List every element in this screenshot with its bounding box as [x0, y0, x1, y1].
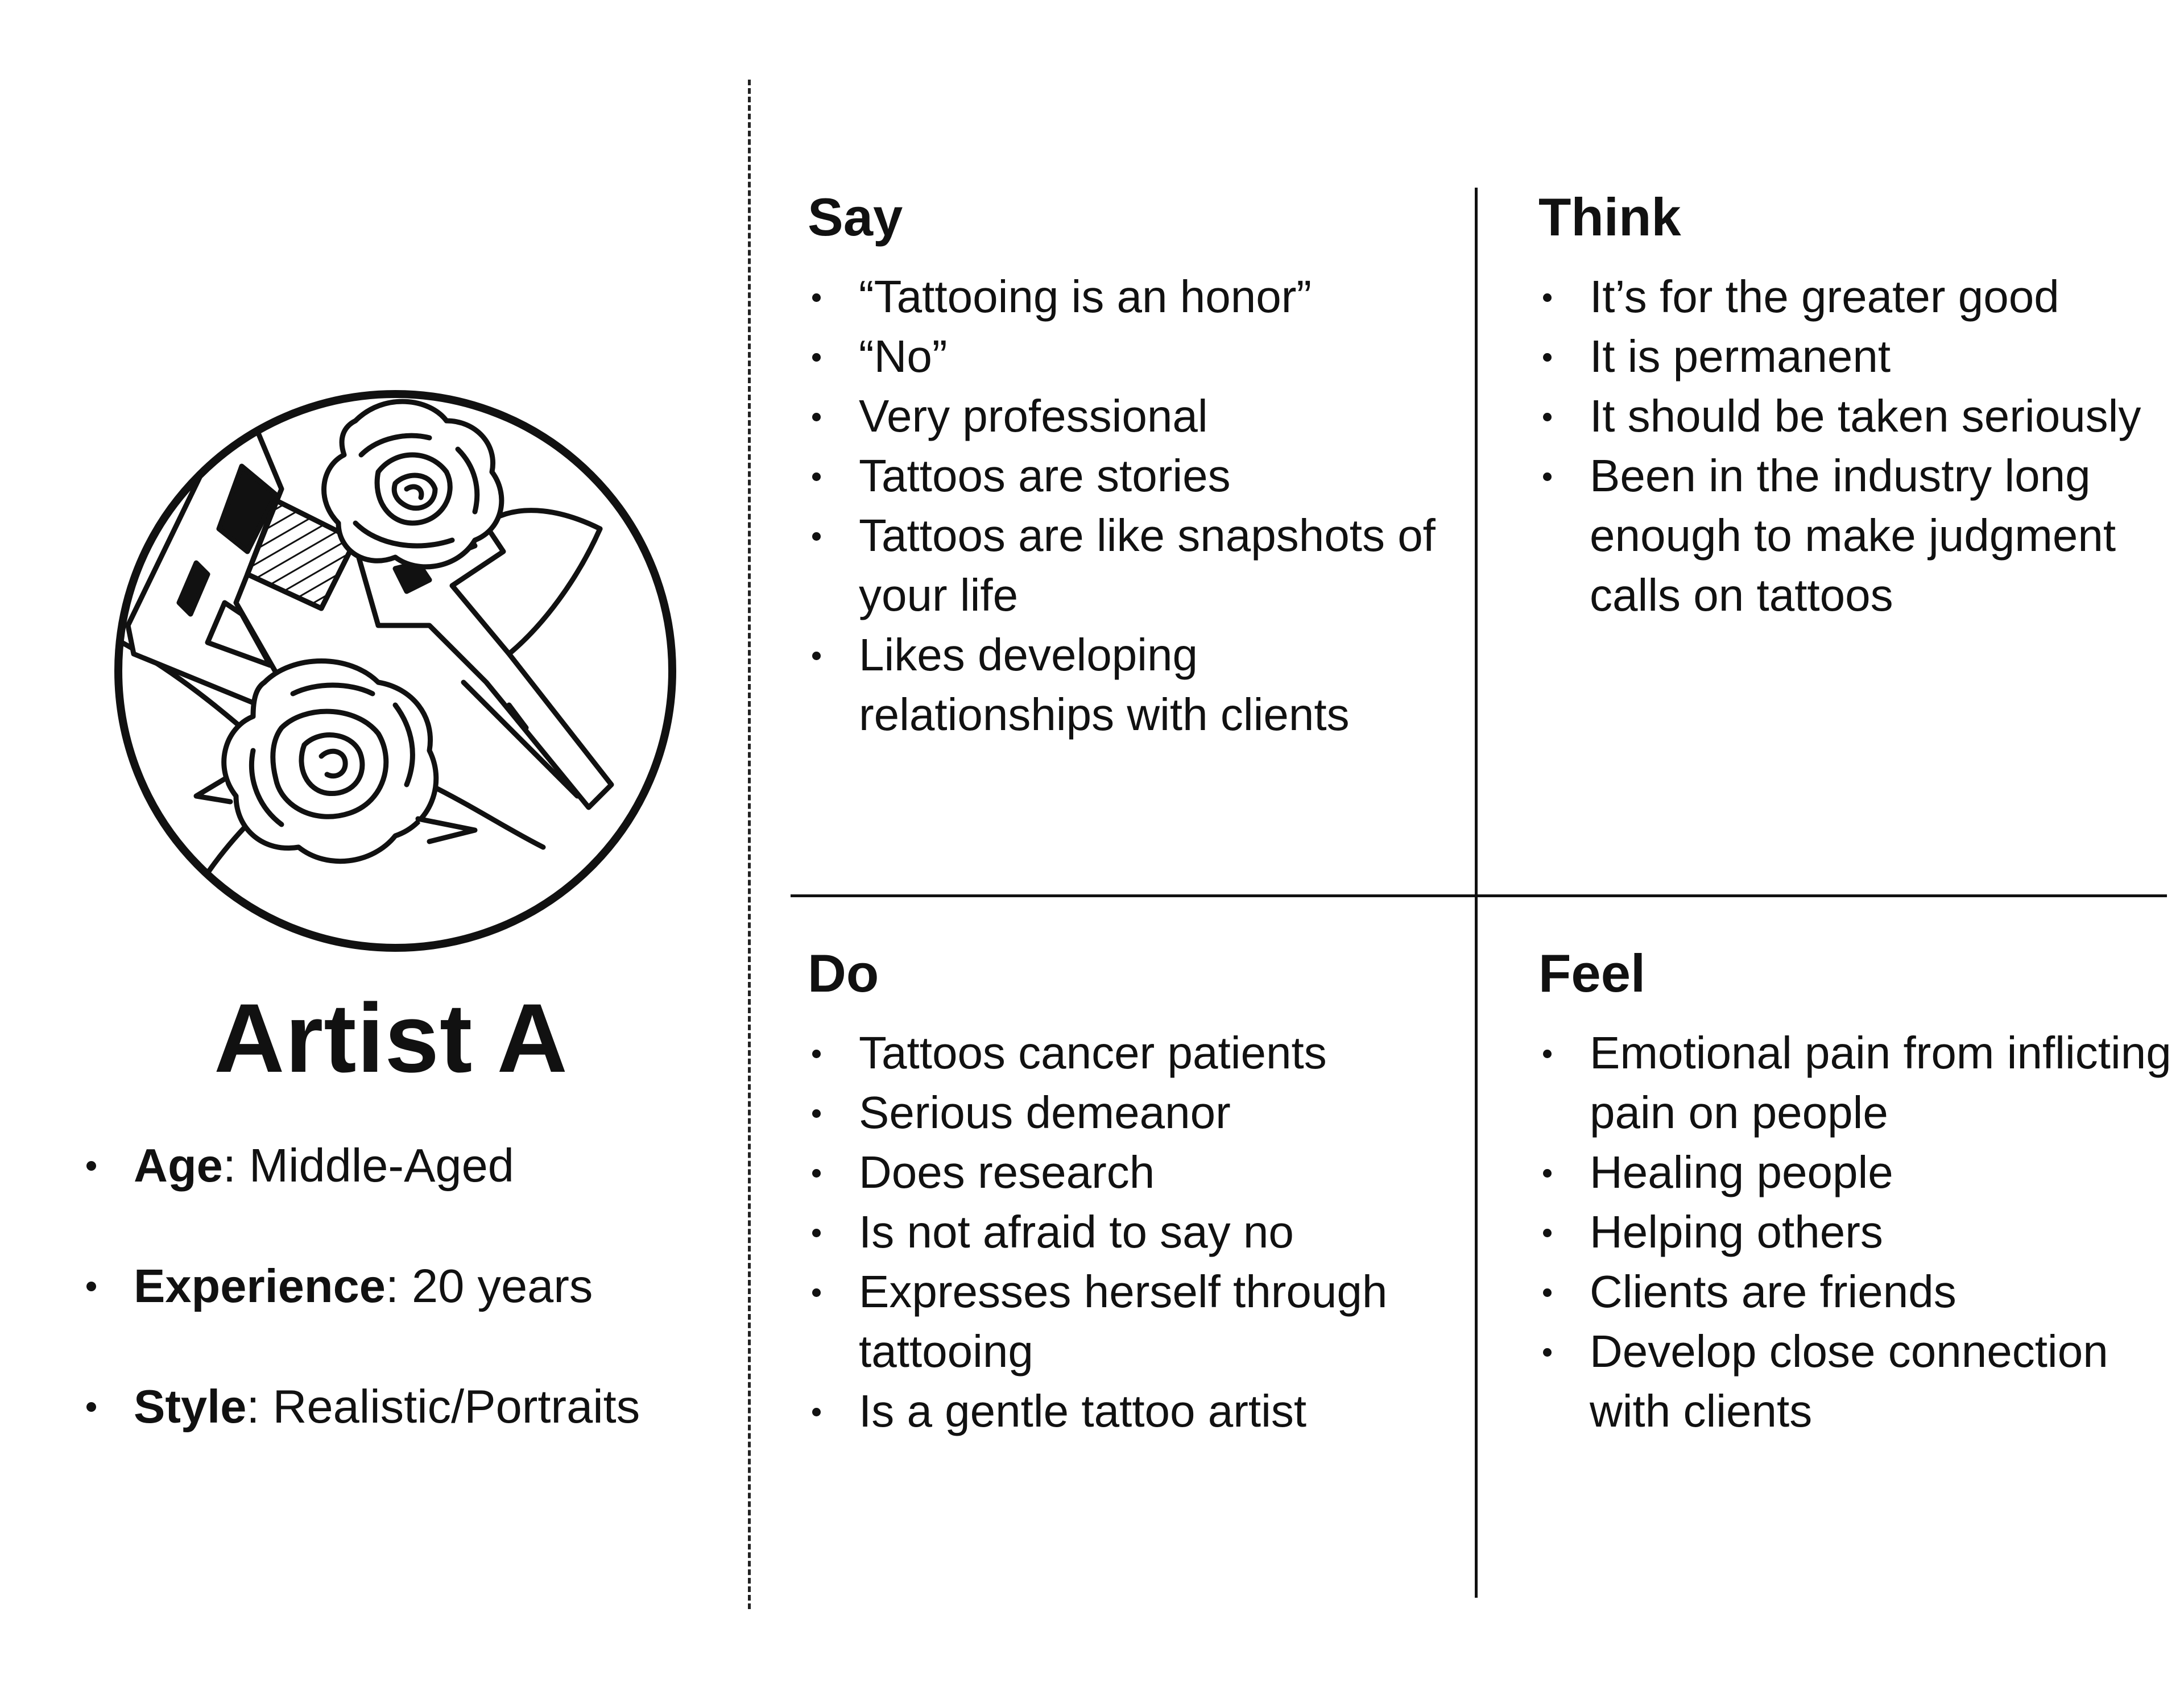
quadrant-feel: [1538, 943, 2175, 1441]
list-item: Expresses herself through tattooing: [808, 1262, 1462, 1381]
list-item: It’s for the greater good: [1538, 267, 2175, 326]
list-item: Is not afraid to say no: [808, 1202, 1462, 1262]
persona-name: Artist A: [214, 984, 568, 1093]
attribute-label: Style: [134, 1380, 247, 1433]
persona-divider: [748, 80, 751, 1609]
list-item: Does research: [808, 1142, 1462, 1202]
list-item: Very professional: [808, 386, 1462, 446]
list-item: It should be taken seriously: [1538, 386, 2175, 446]
attribute-age: [80, 1137, 640, 1258]
list-item: Serious demeanor: [808, 1083, 1462, 1142]
quadrant-title: Do: [808, 943, 879, 1003]
list-item: Emotional pain from inflicting pain on people: [1538, 1023, 2175, 1142]
quadrant-title: Think: [1538, 187, 1681, 247]
list-item: Tattoos cancer patients: [808, 1023, 1462, 1083]
quadrant-title: Feel: [1538, 943, 1646, 1003]
list-item: Clients are friends: [1538, 1262, 2175, 1321]
list-item: Likes developing relationships with clients: [808, 625, 1462, 744]
attribute-value: : Realistic/Portraits: [246, 1380, 640, 1433]
quadrant-think: [1538, 187, 2175, 625]
list-item: It is permanent: [1538, 326, 2175, 386]
quadrant-say: [808, 187, 1462, 744]
attribute-label: Experience: [134, 1259, 386, 1312]
quadrant-vertical-line: [1475, 188, 1478, 1598]
quadrant-list: [808, 1023, 1462, 1441]
quadrant-list: [1538, 1023, 2175, 1441]
list-item: Tattoos are like snapshots of your life: [808, 505, 1462, 625]
quadrant-list: [1538, 267, 2175, 625]
quadrant-horizontal-line: [791, 894, 2167, 897]
tattoo-machine-roses-icon: [111, 387, 680, 955]
list-item: “No”: [808, 326, 1462, 386]
attribute-value: : 20 years: [385, 1259, 593, 1312]
list-item: Helping others: [1538, 1202, 2175, 1262]
quadrant-title: Say: [808, 187, 903, 247]
list-item: “Tattooing is an honor”: [808, 267, 1462, 326]
list-item: Develop close connection with clients: [1538, 1321, 2175, 1441]
list-item: Tattoos are stories: [808, 446, 1462, 505]
persona-attributes: [80, 1137, 640, 1499]
list-item: Is a gentle tattoo artist: [808, 1381, 1462, 1441]
list-item: Healing people: [1538, 1142, 2175, 1202]
attribute-style: [80, 1378, 640, 1499]
attribute-experience: [80, 1258, 640, 1378]
attribute-label: Age: [134, 1139, 223, 1192]
quadrant-list: [808, 267, 1462, 744]
quadrant-do: [808, 943, 1462, 1441]
attribute-value: : Middle-Aged: [222, 1139, 514, 1192]
list-item: Been in the industry long enough to make judgment calls on tattoos: [1538, 446, 2175, 625]
